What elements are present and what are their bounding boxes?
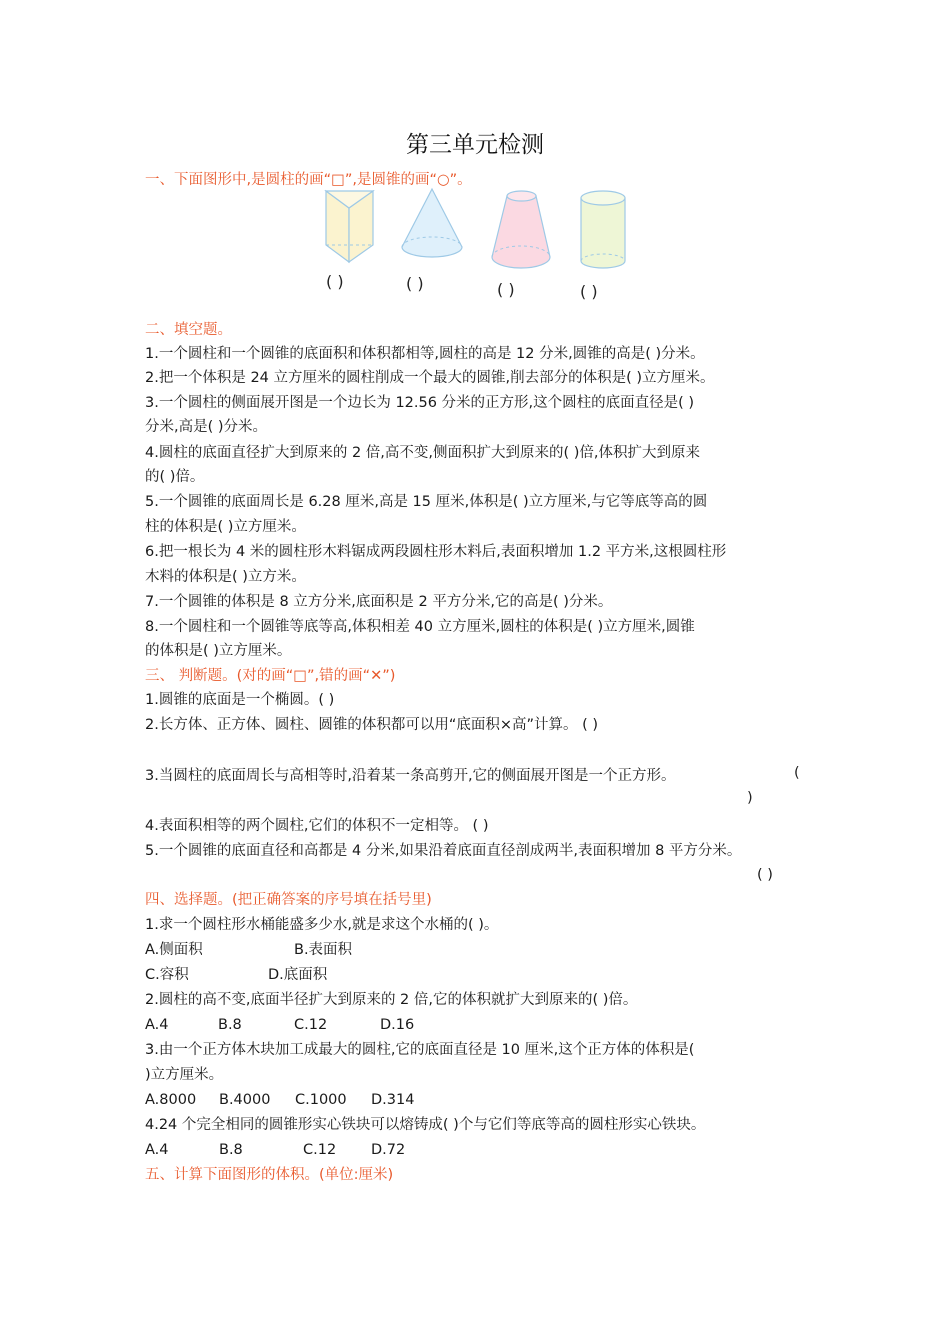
page-title: 第三单元检测 (406, 132, 544, 158)
section-1-heading: 一、下面图形中,是圆柱的画“□”,是圆锥的画“○”。 (145, 172, 472, 188)
fill-q2: 2.把一个体积是 24 立方厘米的圆柱削成一个最大的圆锥,削去部分的体积是( )立方厘米。 (145, 370, 715, 386)
choice-q4-option-c: C.12 (303, 1142, 337, 1158)
answer-paren-cylinder[interactable]: ( ) (580, 282, 598, 301)
choice-q4-option-a: A.4 (145, 1142, 169, 1158)
section-2-heading: 二、填空题。 (145, 322, 232, 338)
fill-q3: 3.一个圆柱的侧面展开图是一个边长为 12.56 分米的正方形,这个圆柱的底面直径是( ) (145, 395, 695, 411)
choice-q3-option-a: A.8000 (145, 1092, 197, 1108)
choice-q2-option-b: B.8 (218, 1017, 242, 1033)
shape-figures (0, 0, 950, 300)
choice-q3: 3.由一个正方体木块加工成最大的圆柱,它的底面直径是 10 厘米,这个正方体的体积是( (145, 1042, 695, 1058)
judge-q3: 3.当圆柱的底面周长与高相等时,沿着某一条高剪开,它的侧面展开图是一个正方形。 (145, 768, 676, 784)
cone-figure (402, 189, 462, 257)
choice-q4-option-b: B.8 (219, 1142, 243, 1158)
choice-q1-option-a: A.侧面积 (145, 942, 203, 958)
judge-q5: 5.一个圆锥的底面直径和高都是 4 分米,如果沿着底面直径剖成两半,表面积增加 8 平方分米。 (145, 843, 742, 859)
choice-q2-option-d: D.16 (380, 1017, 415, 1033)
judge-q3-paren-open: ( (794, 765, 800, 781)
section-4-heading: 四、选择题。(把正确答案的序号填在括号里) (145, 892, 432, 908)
choice-q3-option-d: D.314 (371, 1092, 415, 1108)
choice-q4: 4.24 个完全相同的圆锥形实心铁块可以熔铸成( )个与它们等底等高的圆柱形实心铁块。 (145, 1117, 706, 1133)
answer-paren-frustum[interactable]: ( ) (497, 280, 515, 299)
choice-q3-option-b: B.4000 (219, 1092, 271, 1108)
answer-paren-prism[interactable]: ( ) (326, 272, 344, 291)
choice-q1-option-c: C.容积 (145, 967, 189, 983)
judge-q4: 4.表面积相等的两个圆柱,它们的体积不一定相等。 ( ) (145, 818, 489, 834)
judge-q5-paren: ( ) (757, 867, 773, 883)
judge-q3-paren-close: ) (747, 790, 753, 806)
fill-q8: 8.一个圆柱和一个圆锥等底等高,体积相差 40 立方厘米,圆柱的体积是( )立方厘米,圆锥 (145, 619, 695, 635)
fill-q5: 5.一个圆锥的底面周长是 6.28 厘米,高是 15 厘米,体积是( )立方厘米,与它等底等高的圆 (145, 494, 708, 510)
choice-q1-option-b: B.表面积 (294, 942, 353, 958)
fill-q8-cont: 的体积是( )立方厘米。 (145, 643, 292, 659)
fill-q1: 1.一个圆柱和一个圆锥的底面积和体积都相等,圆柱的高是 12 分米,圆锥的高是( )分米。 (145, 346, 705, 362)
choice-q3-cont: )立方厘米。 (145, 1067, 224, 1083)
fill-q6-cont: 木料的体积是( )立方米。 (145, 569, 306, 585)
choice-q2: 2.圆柱的高不变,底面半径扩大到原来的 2 倍,它的体积就扩大到原来的( )倍。 (145, 992, 638, 1008)
fill-q6: 6.把一根长为 4 米的圆柱形木料锯成两段圆柱形木料后,表面积增加 1.2 平方米,这根圆柱形 (145, 544, 727, 560)
choice-q1-option-d: D.底面积 (268, 967, 328, 983)
fill-q7: 7.一个圆锥的体积是 8 立方分米,底面积是 2 平方分米,它的高是( )分米。 (145, 594, 613, 610)
judge-q2: 2.长方体、正方体、圆柱、圆锥的体积都可以用“底面积×高”计算。 ( ) (145, 717, 599, 733)
section-3-heading: 三、 判断题。(对的画“□”,错的画“✕”) (145, 668, 396, 684)
fill-q4-cont: 的( )倍。 (145, 469, 205, 485)
choice-q2-option-a: A.4 (145, 1017, 169, 1033)
frustum-figure (492, 191, 550, 268)
choice-q3-option-c: C.1000 (295, 1092, 347, 1108)
triangular-prism-figure (326, 191, 373, 262)
choice-q1: 1.求一个圆柱形水桶能盛多少水,就是求这个水桶的( )。 (145, 917, 499, 933)
answer-paren-cone[interactable]: ( ) (406, 274, 424, 293)
section-5-heading: 五、计算下面图形的体积。(单位:厘米) (145, 1167, 394, 1183)
fill-q3-cont: 分米,高是( )分米。 (145, 419, 268, 435)
choice-q2-option-c: C.12 (294, 1017, 328, 1033)
fill-q5-cont: 柱的体积是( )立方厘米。 (145, 519, 306, 535)
choice-q4-option-d: D.72 (371, 1142, 406, 1158)
judge-q1: 1.圆锥的底面是一个椭圆。( ) (145, 692, 335, 708)
cylinder-figure (581, 191, 625, 268)
fill-q4: 4.圆柱的底面直径扩大到原来的 2 倍,高不变,侧面积扩大到原来的( )倍,体积扩大到原来 (145, 445, 701, 461)
